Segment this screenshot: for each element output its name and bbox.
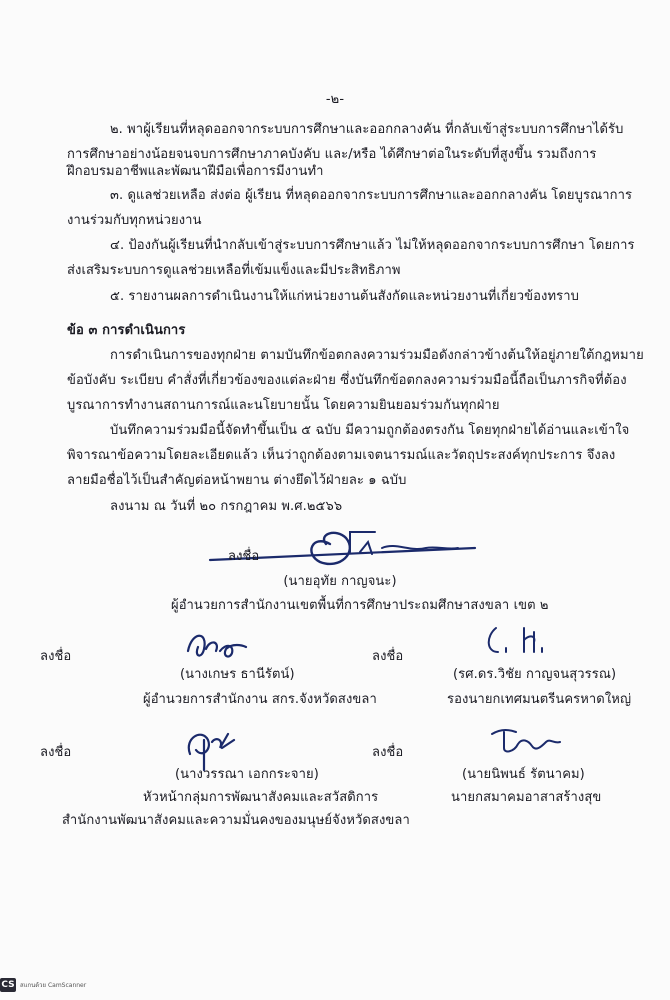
- page-number: -๒-: [325, 92, 345, 107]
- left2-signatory-name: (นางวรรณา เอกกระจาย): [175, 767, 319, 782]
- left2-signatory-position-2: สำนักงานพัฒนาสังคมและความมั่นคงของมนุษย์จังหวัดสงขลา: [62, 813, 410, 828]
- section-heading: ข้อ ๓ การดำเนินการ: [67, 323, 186, 338]
- section-body-line-2: ข้อบังคับ ระเบียบ คำสั่งที่เกี่ยวข้องของแต่ละฝ่าย ซึ่งบันทึกข้อตกลงความร่วมมือนี้ถือเป็นภารกิจที่ต้อง: [67, 373, 627, 388]
- right2-signatory-position: นายกสมาคมอาสาสร้างสุข: [451, 790, 602, 805]
- right2-signatory-name: (นายนิพนธ์ รัตนาคม): [462, 767, 585, 782]
- main-signatory-position: ผู้อำนวยการสำนักงานเขตพื้นที่การศึกษาประถมศึกษาสงขลา เขต ๒: [171, 598, 549, 613]
- left2-sign-label: ลงชื่อ: [40, 745, 72, 760]
- item-5-line-1: ๕. รายงานผลการดำเนินงานให้แก่หน่วยงานต้นสังกัดและหน่วยงานที่เกี่ยวข้องทราบ: [110, 289, 579, 304]
- item-4-line-1: ๔. ป้องกันผู้เรียนที่นำกลับเข้าสู่ระบบการศึกษาแล้ว ไม่ให้หลุดออกจากระบบการศึกษา โดยการ: [110, 238, 635, 253]
- section-body-line-1: การดำเนินการของทุกฝ่าย ตามบันทึกข้อตกลงความร่วมมือดังกล่าวข้างต้นให้อยู่ภายใต้กฎหมาย: [110, 348, 644, 363]
- scanner-watermark: [0, 976, 86, 994]
- right2-sign-label: ลงชื่อ: [372, 745, 404, 760]
- item-2-line-2: การศึกษาอย่างน้อยจนจบการศึกษาภาคบังคับ และ/หรือ ได้ศึกษาต่อในระดับที่สูงขึ้น รวมถึงการ: [67, 147, 597, 162]
- item-3-line-1: ๓. ดูแลช่วยเหลือ ส่งต่อ ผู้เรียน ที่หลุดออกจากระบบการศึกษาและออกกลางคัน โดยบูรณาการ: [110, 188, 633, 203]
- item-3-line-2: งานร่วมกับทุกหน่วยงาน: [67, 213, 202, 228]
- left2-signatory-position-1: หัวหน้ากลุ่มการพัฒนาสังคมและสวัสดิการ: [143, 790, 379, 805]
- section-body-line-5: พิจารณาข้อความโดยละเอียดแล้ว เห็นว่าถูกต้องตามเจตนารมณ์และวัตถุประสงค์ทุกประการ จึงลง: [67, 448, 616, 463]
- left1-signature: [182, 625, 252, 665]
- section-body-line-4: บันทึกความร่วมมือนี้จัดทำขึ้นเป็น ๕ ฉบับ มีความถูกต้องตรงกัน โดยทุกฝ่ายได้อ่านและเข้าใจ: [110, 423, 630, 438]
- right1-signatory-name: (รศ.ดร.วิชัย กาญจนสุวรรณ): [453, 667, 617, 682]
- section-body-line-3: บูรณาการทำงานสถานการณ์และนโยบายนั้น โดยความยินยอมร่วมกันทุกฝ่าย: [67, 398, 500, 413]
- left1-signatory-position: ผู้อำนวยการสำนักงาน สกร.จังหวัดสงขลา: [143, 692, 377, 707]
- camscanner-text: สแกนด้วย CamScanner: [20, 982, 87, 989]
- right2-signature: [488, 722, 568, 756]
- main-signatory-name: (นายอุทัย กาญจนะ): [283, 574, 397, 589]
- left1-signatory-name: (นางเกษร ธานีรัตน์): [180, 667, 295, 682]
- main-sign-label: ลงชื่อ: [228, 549, 260, 564]
- signed-date: ลงนาม ณ วันที่ ๒๐ กรกฎาคม พ.ศ.๒๕๖๖: [110, 499, 343, 514]
- item-2-line-3: ฝึกอบรมอาชีพและพัฒนาฝีมือเพื่อการมีงานทำ: [67, 164, 324, 179]
- camscanner-logo-icon: CS: [1, 980, 15, 990]
- right1-signatory-position: รองนายกเทศมนตรีนครหาดใหญ่: [447, 692, 632, 707]
- item-2-line-1: ๒. พาผู้เรียนที่หลุดออกจากระบบการศึกษาและออกกลางคัน ที่กลับเข้าสู่ระบบการศึกษาได้รับ: [110, 122, 624, 137]
- right1-signature: [480, 622, 560, 664]
- left1-sign-label: ลงชื่อ: [40, 649, 72, 664]
- right1-sign-label: ลงชื่อ: [372, 649, 404, 664]
- item-4-line-2: ส่งเสริมระบบการดูแลช่วยเหลือที่เข้มแข็งและมีประสิทธิภาพ: [67, 263, 401, 278]
- section-body-line-6: ลายมือชื่อไว้เป็นสำคัญต่อหน้าพยาน ต่างยึดไว้ฝ่ายละ ๑ ฉบับ: [67, 473, 407, 488]
